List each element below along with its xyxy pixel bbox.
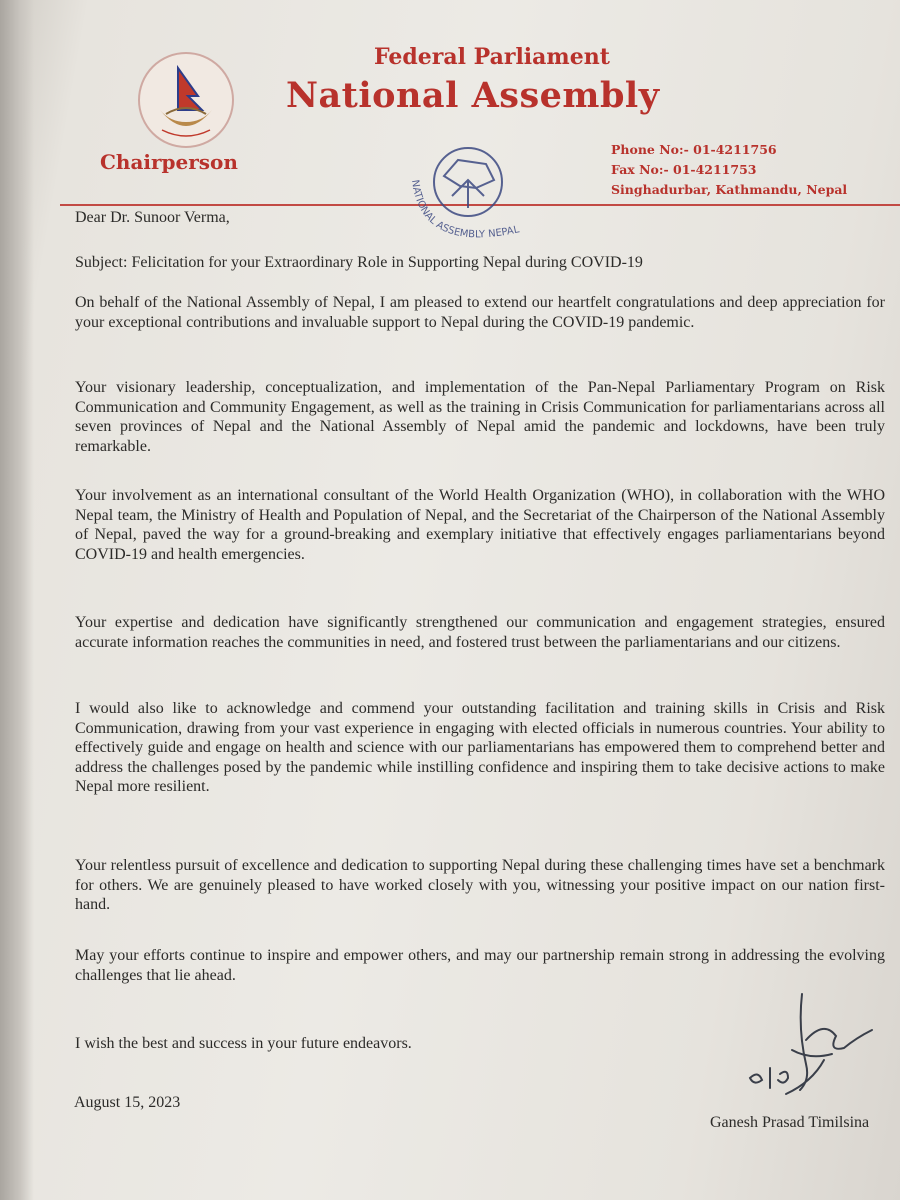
paragraph-7: May your efforts continue to inspire and empower others, and may our partnership remain strong in addressing the evolving challenges that lie ahead. bbox=[75, 947, 885, 984]
paragraph-4: Your expertise and dedication have significantly strengthened our communication and engagement strategies, ensured accurate information reaches the communities in need, and fostered trust between the parliamentarians and our citizens. bbox=[75, 614, 885, 651]
office-title: Chairperson bbox=[100, 150, 238, 174]
letter-date: August 15, 2023 bbox=[74, 1094, 181, 1111]
contact-block bbox=[611, 140, 847, 200]
national-emblem-icon bbox=[136, 50, 236, 150]
signer-name: Ganesh Prasad Timilsina bbox=[710, 1114, 870, 1131]
subject-line: Subject: Felicitation for your Extraordinary Role in Supporting Nepal during COVID-19 bbox=[75, 254, 643, 271]
salutation: Dear Dr. Sunoor Verma, bbox=[75, 209, 230, 226]
assembly-title: National Assembly bbox=[286, 75, 660, 116]
office-address: Singhadurbar, Kathmandu, Nepal bbox=[611, 182, 848, 197]
paragraph-3: Your involvement as an international consultant of the World Health Organization (WHO), in collaboration with the WHO Nepal team, the Ministry of Health and Population of Nepal, and the Secretariat of the Chairperson of the National Assembly of Nepal, paved the way for a ground-breaking and exemplary initiative that effectively engages parliamentarians beyond COVID-19 and health emergencies. bbox=[75, 487, 885, 563]
seal-text: NATIONAL ASSEMBLY NEPAL bbox=[408, 179, 521, 241]
paragraph-2: Your visionary leadership, conceptualization, and implementation of the Pan-Nepal Parliamentary Program on Risk Communication and Community Engagement, as well as the training in Crisis Communication for parliamentarians across all seven provinces of Nepal and the National Assembly of Nepal amid the pandemic and lockdowns, have been truly remarkable. bbox=[75, 379, 885, 455]
parliament-title: Federal Parliament bbox=[374, 44, 610, 70]
fax-number: Fax No:- 01-4211753 bbox=[611, 162, 757, 177]
paragraph-1: On behalf of the National Assembly of Nepal, I am pleased to extend our heartfelt congratulations and deep appreciation for your exceptional contributions and invaluable support to Nepal during the COVID-19 pandemic. bbox=[75, 294, 885, 331]
phone-number: Phone No:- 01-4211756 bbox=[611, 142, 777, 157]
assembly-seal-stamp bbox=[390, 140, 550, 270]
paragraph-5: I would also like to acknowledge and commend your outstanding facilitation and training skills in Crisis and Risk Communication, drawing from your vast experience in engaging with elected officials in numerous countries. Your ability to effectively guide and engage on health and science with our parliamentarians has empowered them to comprehend better and address the challenges posed by the pandemic while instilling confidence and inspiring them to take decisive actions to make Nepal more resilient. bbox=[75, 700, 885, 795]
paragraph-6: Your relentless pursuit of excellence and dedication to supporting Nepal during these challenging times have set a benchmark for others. We are genuinely pleased to have worked closely with you, witnessing your positive impact on our nation first-hand. bbox=[75, 857, 885, 913]
closing-line: I wish the best and success in your future endeavors. bbox=[75, 1035, 412, 1052]
handwritten-signature bbox=[740, 990, 880, 1110]
